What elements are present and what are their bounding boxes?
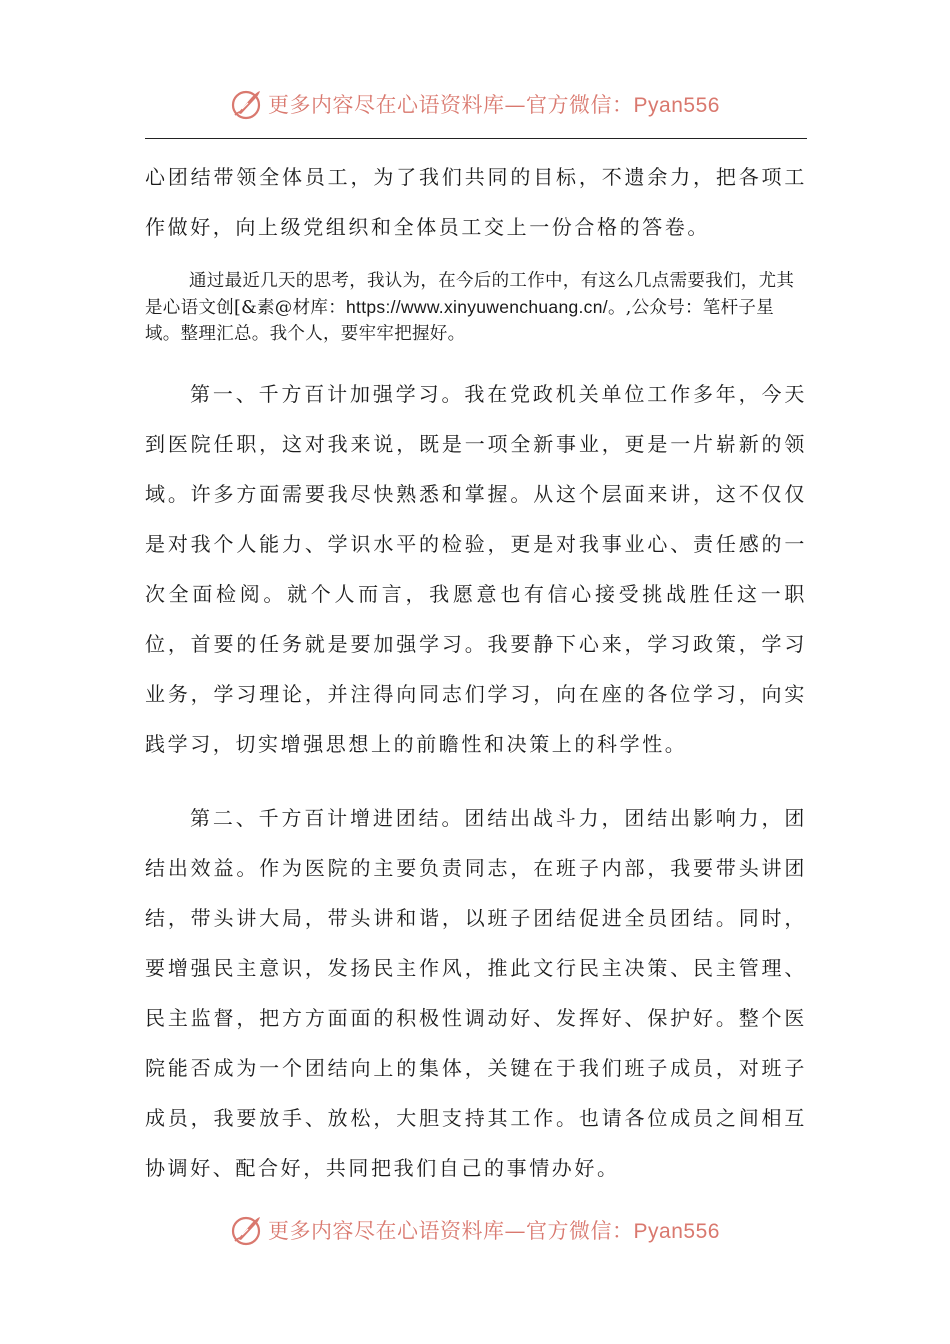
paragraph-4: 第二、千方百计增进团结。团结出战斗力，团结出影响力，团结出效益。作为医院的主要负责同志，在班子内部，我要带头讲团结，带头讲大局，带头讲和谐，以班子团结促进全员团结。同时，要增强民主意识，发扬民主作风，推此文行民主决策、民主管理、民主监督，把方方面面的积极性调动好、发挥好、保护好。整个医院能否成为一个团结向上的集体，关键在于我们班子成员，对班子成员，我要放手、放松，大胆支持其工作。也请各位成员之间相互协调好、配合好，共同把我们自己的事情办好。 (145, 806, 807, 1180)
header-banner-text (268, 89, 720, 119)
footer-banner (0, 1210, 950, 1250)
footer-dash: — (504, 1219, 527, 1243)
paragraph-2-url: https://www.xinyuwenchuang.cn/ (346, 297, 608, 317)
paragraph-2 (145, 268, 807, 347)
paragraph-1: 心团结带领全体员工，为了我们共同的目标，不遗余力，把各项工作做好，向上级党组织和全体员工交上一份合格的答卷。 (145, 165, 807, 239)
paragraph-2-pre: 通过最近几天的思考，我认为，在今后的工作中，有这么几点需要我们，尤其是心语文创[&素@材库： (145, 271, 795, 318)
footer-wechat-label: 官方微信： (526, 1219, 634, 1243)
footer-wechat-id: Pyan556 (633, 1220, 720, 1243)
footer-banner-text (268, 1215, 720, 1245)
paragraph-2-post: 。,公众号：笔杆子星域。整理汇总。我个人，要牢牢把握好。 (145, 298, 774, 344)
header-wechat-label: 官方微信： (526, 93, 634, 117)
paragraph-3: 第一、千方百计加强学习。我在党政机关单位工作多年，今天到医院任职，这对我来说，既是一项全新事业，更是一片崭新的领域。许多方面需要我尽快熟悉和掌握。从这个层面来讲，这不仅仅是对我个人能力、学识水平的检验，更是对我事业心、责任感的一次全面检阅。就个人而言，我愿意也有信心接受挑战胜任这一职位，首要的任务就是要加强学习。我要静下心来，学习政策，学习业务，学习理论，并注得向同志们学习，向在座的各位学习，向实践学习，切实增强思想上的前瞻性和决策上的科学性。 (145, 382, 807, 756)
header-wechat-id: Pyan556 (633, 94, 720, 117)
quill-logo-icon (230, 1213, 264, 1247)
header-brand-text: 更多内容尽在心语资料库 (268, 93, 505, 117)
header-divider (145, 138, 807, 139)
header-banner (0, 84, 950, 124)
header-dash: — (504, 93, 527, 117)
quill-logo-icon (230, 87, 264, 121)
document-body (145, 152, 807, 1193)
footer-brand-text: 更多内容尽在心语资料库 (268, 1219, 505, 1243)
